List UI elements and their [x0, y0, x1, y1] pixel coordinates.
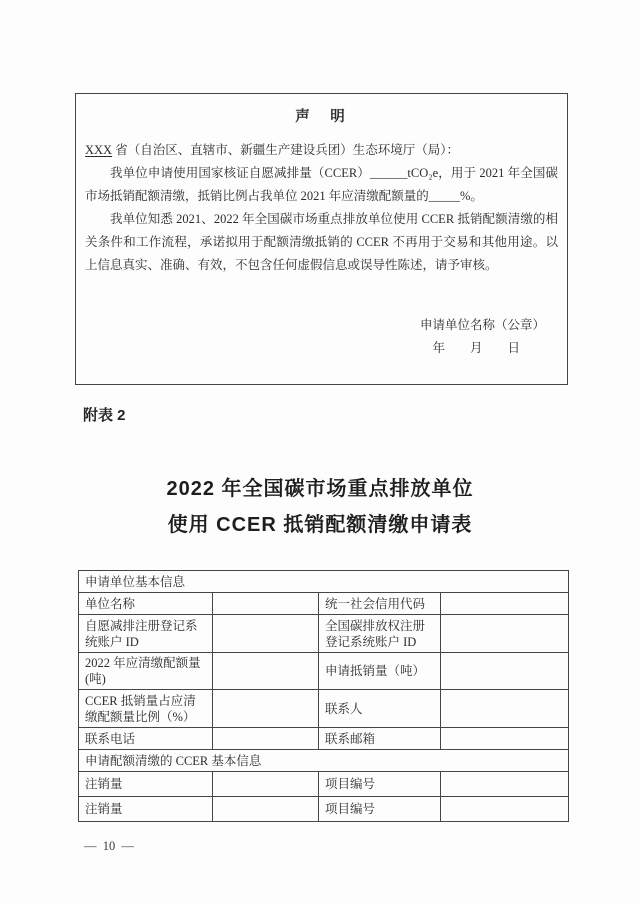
label-quota-due: 2022 年应清缴配额量(吨) — [79, 653, 213, 690]
label-offset-ratio: CCER 抵销量占应清缴配额量比例（%） — [79, 690, 213, 728]
label-offset-amount: 申请抵销量（吨） — [319, 653, 441, 690]
label-contact-phone: 联系电话 — [79, 728, 213, 750]
declaration-paragraph-1: 我单位申请使用国家核证自愿减排量（CCER）______tCO₂e，用于 2021 年全国碳市场抵销配额清缴，抵销比例占我单位 2021 年应清缴配额量的_____%。 — [85, 166, 558, 203]
declaration-body — [85, 139, 558, 277]
value-project-number-1 — [441, 772, 569, 797]
salutation-text: 省（自治区、直辖市、新疆生产建设兵团）生态环境厅（局）： — [112, 143, 459, 157]
value-credit-code — [441, 593, 569, 615]
section1-header: 申请单位基本信息 — [79, 571, 569, 593]
attachment-label: 附表 2 — [83, 407, 126, 424]
label-contact-person: 联系人 — [319, 690, 441, 728]
table-row — [79, 593, 569, 615]
declaration-paragraph-2: 我单位知悉 2021、2022 年全国碳市场重点排放单位使用 CCER 抵销配额清缴的相关条件和工作流程，承诺拟用于配额清缴抵销的 CCER 不再用于交易和其他用途。以上信息真实、准确、有效，不包含任何虚假信息或误导性陈述，请予审核。 — [85, 212, 558, 272]
label-project-number-2: 项目编号 — [319, 797, 441, 822]
form-title — [0, 471, 640, 543]
table-row — [79, 690, 569, 728]
value-offset-ratio — [213, 690, 319, 728]
value-project-number-2 — [441, 797, 569, 822]
signature-block — [85, 314, 558, 360]
value-unit-name — [213, 593, 319, 615]
value-contact-phone — [213, 728, 319, 750]
table-row — [79, 615, 569, 653]
label-unit-name: 单位名称 — [79, 593, 213, 615]
label-project-number-1: 项目编号 — [319, 772, 441, 797]
section-header-row — [79, 750, 569, 772]
table-row — [79, 653, 569, 690]
declaration-section — [75, 93, 568, 385]
label-ccer-registry-id: 自愿减排注册登记系统账户 ID — [79, 615, 213, 653]
salutation-province-blank: XXX — [85, 143, 113, 157]
value-cancel-amount-2 — [213, 797, 319, 822]
section2-header: 申请配额清缴的 CCER 基本信息 — [79, 750, 569, 772]
application-table — [78, 570, 569, 822]
label-contact-email: 联系邮箱 — [319, 728, 441, 750]
value-national-registry-id — [441, 615, 569, 653]
value-cancel-amount-1 — [213, 772, 319, 797]
value-quota-due — [213, 653, 319, 690]
signature-date: 年 月 日 — [432, 341, 520, 355]
label-cancel-amount-2: 注销量 — [79, 797, 213, 822]
page-number: — 10 — — [84, 839, 134, 853]
section-header-row — [79, 571, 569, 593]
table-row — [79, 728, 569, 750]
declaration-title: 声 明 — [295, 109, 348, 125]
table-row — [79, 772, 569, 797]
form-title-line-1: 2022 年全国碳市场重点排放单位 — [166, 478, 474, 500]
value-contact-person — [441, 690, 569, 728]
label-cancel-amount-1: 注销量 — [79, 772, 213, 797]
value-contact-email — [441, 728, 569, 750]
value-ccer-registry-id — [213, 615, 319, 653]
signature-unit-name: 申请单位名称（公章） — [419, 318, 545, 332]
label-credit-code: 统一社会信用代码 — [319, 593, 441, 615]
table-row — [79, 797, 569, 822]
value-offset-amount — [441, 653, 569, 690]
form-title-line-2: 使用 CCER 抵销配额清缴申请表 — [167, 514, 473, 536]
label-national-registry-id: 全国碳排放权注册登记系统账户 ID — [319, 615, 441, 653]
declaration-salutation — [85, 139, 558, 162]
